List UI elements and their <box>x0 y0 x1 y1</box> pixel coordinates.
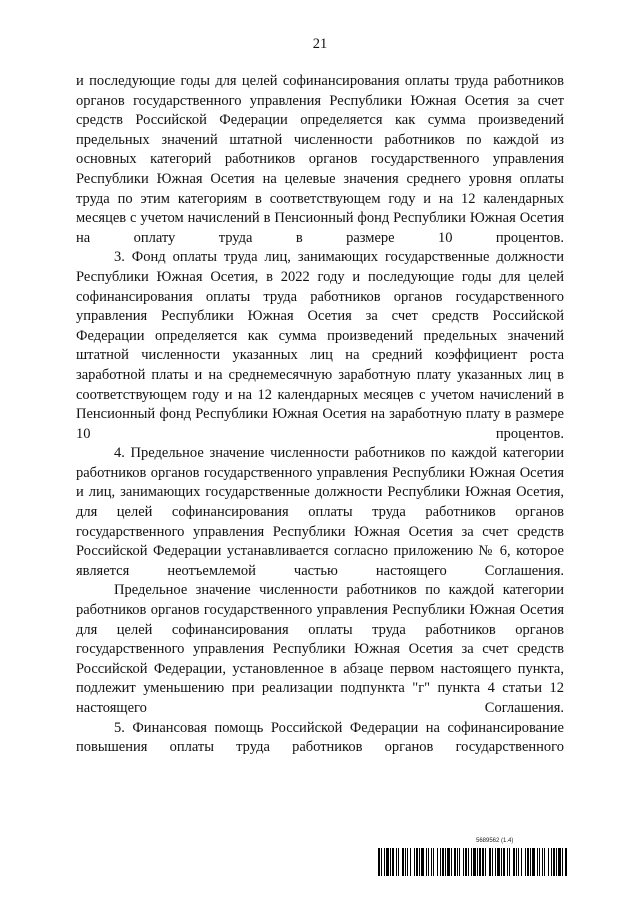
barcode-icon <box>378 848 568 876</box>
paragraph-item-4: 4. Предельное значение численности работников по каждой категории работников органов государственного управления Республики Южная Осетия и лиц, занимающих государственные должности Республики Южная Осетия, для целей софинансирования оплаты труда работников органов государственного управления Республики Южная Осетия за счет средств Российской Федерации устанавливается согласно приложению № 6, которое является неотъемлемой частью настоящего Соглашения. <box>76 445 564 579</box>
paragraph-item-3: 3. Фонд оплаты труда лиц, занимающих государственные должности Республики Южная Осетия, в 2022 году и последующие годы для целей софинансирования оплаты труда работников органов государственного управления Республики Южная Осетия за счет средств Российской Федерации определяется как сумма произведений предельных значений штатной численности указанных лиц на средний коэффициент роста заработной платы и на среднемесячную заработную плату указанных лиц в соответствующем году и на 12 календарных месяцев с учетом начислений в Пенсионный фонд Республики Южная Осетия на заработную плату в размере 10 процентов. <box>76 249 564 442</box>
barcode-label: 5689562 (1.4) <box>476 838 514 844</box>
document-footer <box>378 838 568 878</box>
page-number: 21 <box>312 36 328 52</box>
paragraph-item-5: 5. Финансовая помощь Российской Федерации на софинансирование повышения оплаты труда работников органов государственного <box>76 719 564 756</box>
paragraph-continuation: и последующие годы для целей софинансирования оплаты труда работников органов государственного управления Республики Южная Осетия за счет средств Российской Федерации определяется как сумма произведений предельных значений штатной численности работников по каждой из основных категорий работников органов государственного управления Республики Южная Осетия на целевые значения среднего уровня оплаты труда по этим категориям в соответствующем году и на 12 календарных месяцев с учетом начислений в Пенсионный фонд Республики Южная Осетия на оплату труда в размере 10 процентов. <box>76 73 564 246</box>
document-body <box>76 72 564 758</box>
paragraph-item-4-second-abzac: Предельное значение численности работников по каждой категории работников органов государственного управления Республики Южная Осетия для целей софинансирования оплаты труда работников органов государственного управления Республики Южная Осетия за счет средств Российской Федерации, установленное в абзаце первом настоящего пункта, подлежит уменьшению при реализации подпункта "г" пункта 4 статьи 12 настоящего Соглашения. <box>76 582 564 716</box>
